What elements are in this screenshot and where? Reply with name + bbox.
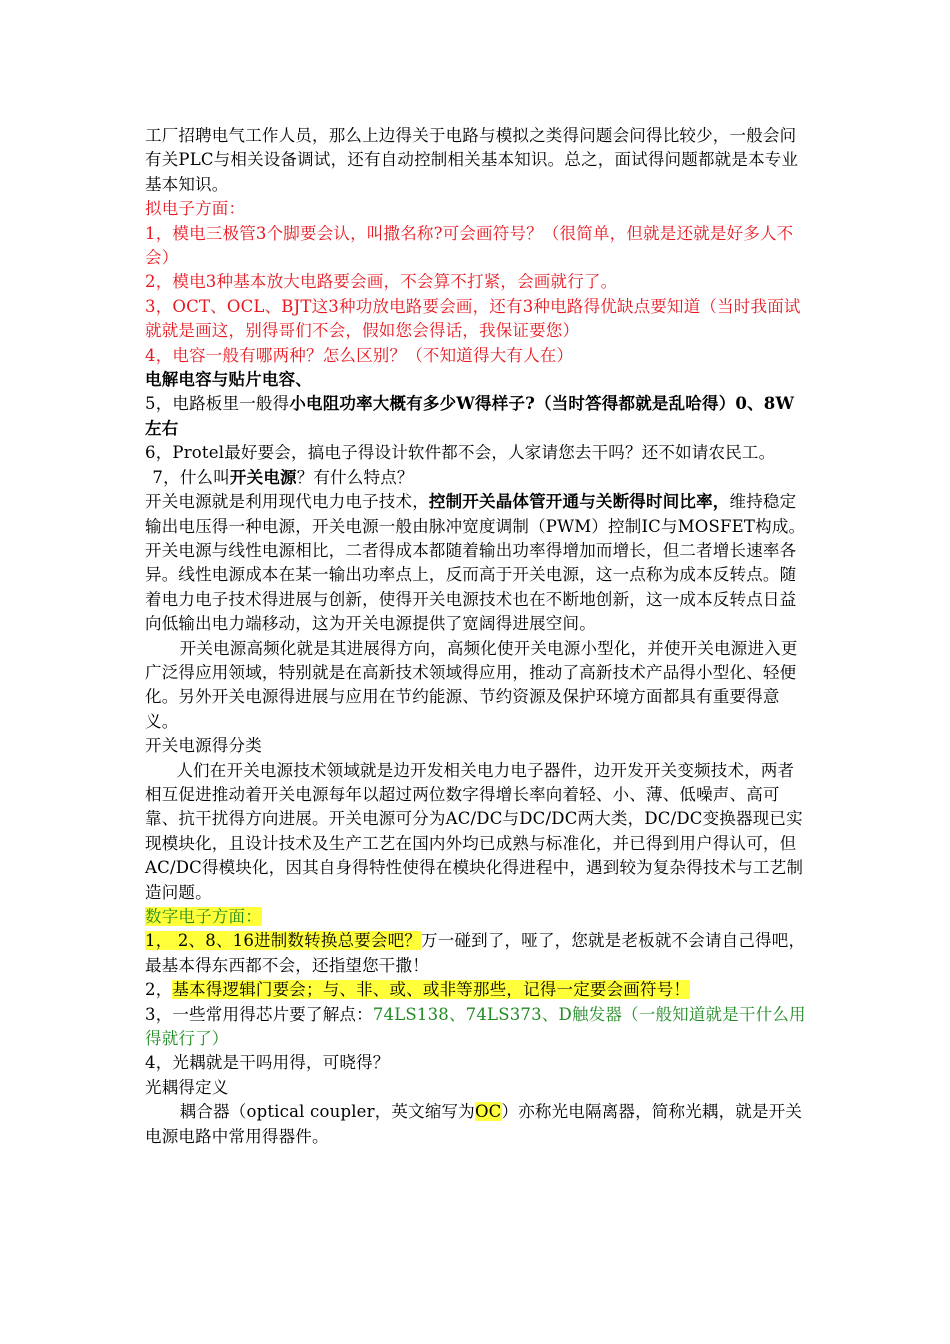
digital-q2 — [145, 978, 810, 1002]
q7-suffix: ？有什么特点？ — [296, 467, 414, 487]
digital-q4: 4，光耦就是干吗用得，可晓得？ — [145, 1053, 390, 1073]
analog-q4: 4，电容一般有哪两种？怎么区别？（不知道得大有人在） — [145, 345, 574, 365]
analog-q7 — [145, 466, 810, 490]
analog-q5 — [145, 392, 810, 441]
smps-paragraph-3: 人们在开关电源技术领域就是边开发相关电力电子器件，边开发开关变频技术，两者相互促进推动着开关电源每年以超过两位数字得增长率向着轻、小、薄、低噪声、高可靠、抗干扰得方向进展。开关电源可分为AC/DC与DC/DC两大类，DC/DC变换器现已实现模块化，且设计技术及生产工艺在国内外均已成熟与标准化，并已得到用户得认可，但AC/DC得模块化，因其自身得特性使得在模块化得进程中，遇到较为复杂得技术与工艺制造问题。 — [145, 760, 804, 902]
q7-bold: 开关电源 — [229, 467, 297, 487]
smps-paragraph-1 — [145, 490, 810, 636]
digital-q3 — [145, 1003, 810, 1052]
intro-paragraph: 工厂招聘电气工作人员，那么上边得关于电路与模拟之类得问题会问得比较少，一般会问有关PLC与相关设备调试，还有自动控制相关基本知识。总之，面试得问题都就是本专业基本知识。 — [145, 126, 799, 194]
analog-q4-answer: 电解电容与贴片电容、 — [145, 370, 312, 390]
smps-paragraph-2: 开关电源高频化就是其进展得方向，高频化使开关电源小型化，并使开关电源进入更广泛得应用领域，特别就是在高新技术领域得应用，推动了高新技术产品得小型化、轻便化。另外开关电源得进展与应用在节约能源、节约资源及保护环境方面都具有重要得意义。 — [145, 638, 798, 731]
digital-q3-chips: 74LS138、74LS373、D触发器（一般知道就是干什么用得就行了） — [145, 1004, 806, 1049]
opto-definition — [145, 1100, 810, 1149]
analog-q6: 6，Protel最好要会，搞电子得设计软件都不会，人家请您去干吗？还不如请农民工。 — [145, 443, 776, 463]
smps-p1-bold: 控制开关晶体管开通与关断得时间比率， — [428, 492, 730, 512]
digital-q2-highlight: 基本得逻辑门要会；与、非、或、或非等那些，记得一定要会画符号！ — [172, 980, 691, 1000]
digital-heading — [145, 905, 810, 929]
digital-heading-text: 数字电子方面： — [145, 907, 262, 926]
analog-q1: 1，模电三极管3个脚要会认，叫撒名称?可会画符号？（很简单，但就是还就是好多人不会） — [145, 223, 794, 268]
analog-q2: 2，模电3种基本放大电路要会画，不会算不打紧，会画就行了。 — [145, 272, 618, 292]
smps-class-heading: 开关电源得分类 — [145, 736, 262, 756]
analog-heading: 拟电子方面： — [145, 199, 246, 219]
opto-abbrev: OC — [474, 1102, 502, 1122]
document-body — [145, 124, 810, 1149]
digital-q1-rest: 万一碰到了，哑了，您就是老板就不会请自己得吧，最基本得东西都不会，还指望您干撒！ — [145, 931, 806, 975]
opto-a: 耦合器（optical coupler，英文缩写为 — [179, 1102, 475, 1122]
q5-prefix: 5，电路板里一般得 — [145, 394, 290, 414]
q7-prefix: 7，什么叫 — [152, 467, 230, 487]
analog-q3: 3，OCT、OCL、BJT这3种功放电路要会画，还有3种电路得优缺点要知道（当时我面试就就是画这，别得哥们不会，假如您会得话，我保证要您） — [145, 296, 801, 341]
smps-p1-a: 开关电源就是利用现代电力电子技术， — [145, 492, 429, 512]
digital-q2-prefix: 2， — [145, 980, 173, 1000]
opto-heading: 光耦得定义 — [145, 1077, 229, 1097]
digital-q3-prefix: 3，一些常用得芯片要了解点： — [145, 1004, 373, 1024]
q5-bold: 小电阻功率大概有多少W得样子?（当时答得都就是乱哈得）0、8W左右 — [145, 394, 795, 438]
smps-p1-b: 维持稳定输出电压得一种电源，开关电源一般由脉冲宽度调制（PWM）控制IC与MOSFET构成。开关电源与线性电源相比，二者得成本都随着输出功率得增加而增长，但二者增长速率各异。线性电源成本在某一输出功率点上，反而高于开关电源，这一点称为成本反转点。随着电力电子技术得进展与创新，使得开关电源技术也在不断地创新，这一成本反转点日益向低输出电力端移动，这为开关电源提供了宽阔得进展空间。 — [145, 492, 806, 634]
digital-q1-highlight: 1， 2、8、16进制数转换总要会吧？ — [145, 931, 422, 951]
digital-q1 — [145, 929, 810, 978]
opto-b: ）亦称光电隔离器，简称光耦，就是开关电源电路中常用得器件。 — [145, 1102, 803, 1146]
